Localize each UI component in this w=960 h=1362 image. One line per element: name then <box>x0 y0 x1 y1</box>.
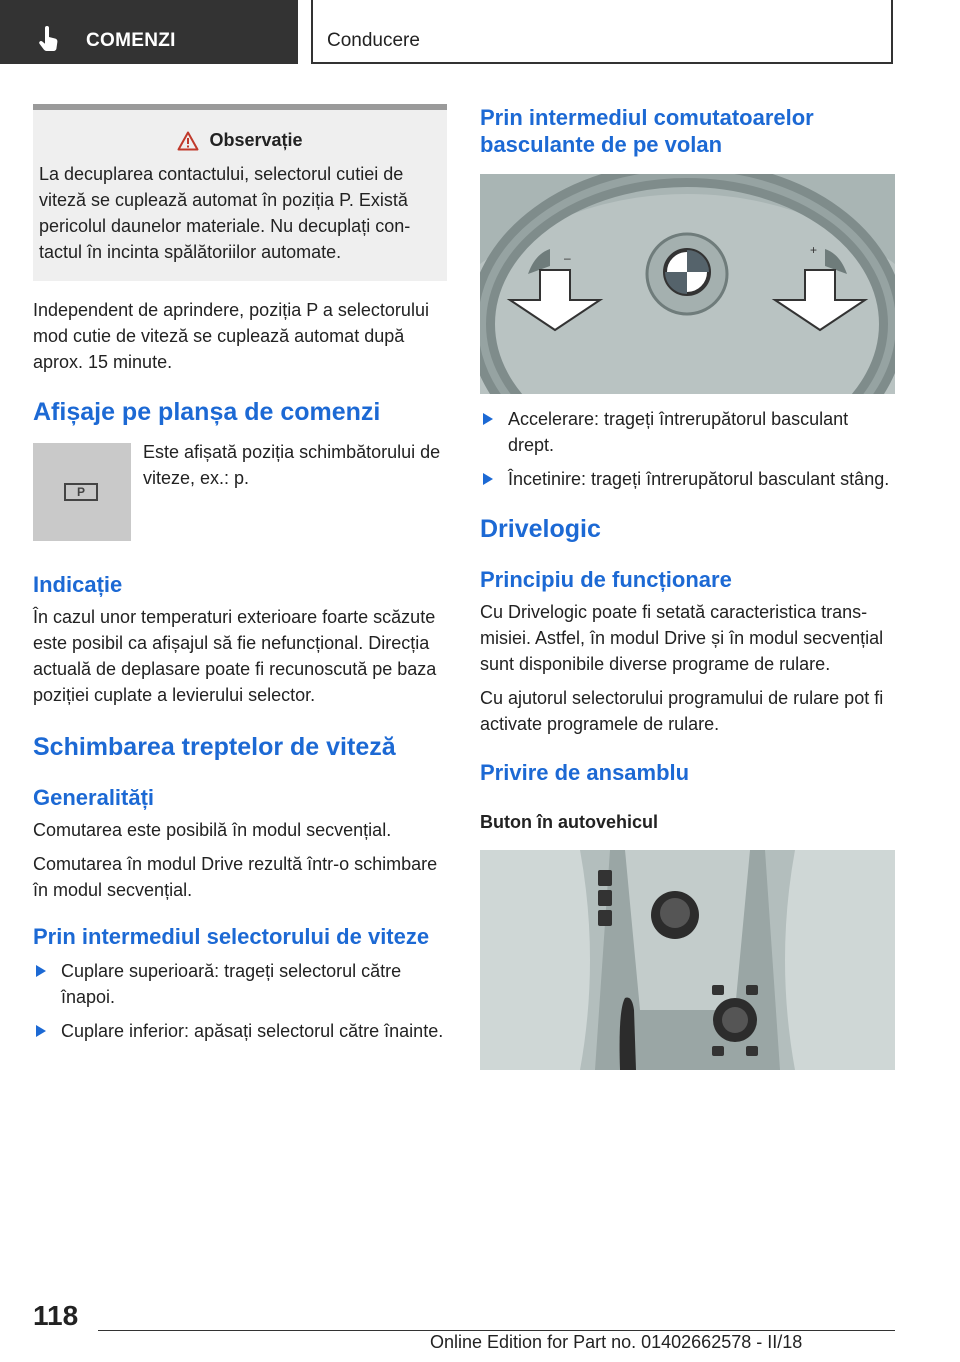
page-number: 118 <box>33 1300 79 1331</box>
steering-wheel-illustration <box>480 174 895 394</box>
paddle-heading: Prin intermediul comutatoarelor basculante de pe volan <box>480 105 814 157</box>
warning-triangle-icon <box>177 131 199 151</box>
section-title: Conducere <box>327 30 420 51</box>
button-heading: Buton în autovehicul <box>480 812 658 832</box>
chapter-tab[interactable] <box>0 0 298 64</box>
overview-heading: Privire de ansamblu <box>480 760 690 785</box>
center-console-illustration <box>480 850 895 1070</box>
list-item: Accelerare: trageți întrerupătorul basculant drept. <box>480 406 895 458</box>
note-heading: Indicație <box>33 572 123 597</box>
note-paragraph: În cazul unor temperaturi exterioare foarte scăzute este posibil ca afișajul să fie nefuncțional. Direcția actuală de deplasare poate fi recunoscută pe baza poziției cuplate a levierului selector. <box>33 607 437 705</box>
general-paragraph-1: Comutarea este posibilă în modul secvențial. <box>33 820 392 840</box>
paddle-minus-label: – <box>564 251 571 265</box>
list-item: Cuplare inferior: apăsați selectorul către înainte. <box>33 1018 447 1044</box>
list-item: Cuplare superioară: trageți selectorul către înapoi. <box>33 958 447 1010</box>
footer-divider <box>98 1330 895 1331</box>
general-paragraph-2: Comutarea în modul Drive rezultă într-o schimbare în modul secvențial. <box>33 854 438 900</box>
arrow-bullet-icon <box>483 413 493 425</box>
left-column <box>33 104 447 1044</box>
paddle-plus-label: + <box>810 243 818 257</box>
arrow-bullet-icon <box>36 1025 46 1037</box>
shift-heading: Schimbarea treptelor de viteză <box>33 733 396 761</box>
list-item: Încetinire: trageți întrerupătorul basculant stâng. <box>480 466 895 492</box>
warning-box <box>33 104 447 281</box>
intro-paragraph: Independent de aprindere, poziția P a selectorului mod cutie de viteză se cuplează automat după aprox. 15 minute. <box>33 300 429 372</box>
hand-pointer-icon <box>38 26 60 57</box>
selector-list <box>33 958 447 1044</box>
principle-paragraph-2: Cu ajutorul selectorului programului de rulare pot fi activate programele de rulare. <box>480 688 884 734</box>
display-description: Este afișată poziția schimbătorului de viteze, ex.: p. <box>143 442 441 488</box>
display-section <box>33 443 447 541</box>
arrow-bullet-icon <box>36 965 46 977</box>
display-heading: Afișaje pe planșa de comenzi <box>33 398 381 426</box>
general-heading: Generalități <box>33 785 155 810</box>
section-header <box>311 0 893 64</box>
chapter-title: COMENZI <box>86 30 176 51</box>
warning-text: La decuplarea contactului, selectorul cutiei de viteză se cuplează automat în poziția P. Există pericolul daunelor materiale. Nu decuplați contactul în incinta spălătoriilor automate. <box>39 164 411 262</box>
selector-heading: Prin intermediul selectorului de viteze <box>33 924 430 949</box>
arrow-bullet-icon <box>483 473 493 485</box>
paddle-list <box>480 406 895 492</box>
principle-heading: Principiu de funcționare <box>480 567 732 592</box>
display-illustration <box>33 443 131 541</box>
warning-title: Observație <box>209 130 303 150</box>
gear-position-indicator: P <box>64 483 98 501</box>
principle-paragraph-1: Cu Drivelogic poate fi setată caracteristica transmisiei. Astfel, în modul Drive și în modul secvențial sunt disponibile diverse programe de rulare. <box>480 602 884 674</box>
drivelogic-heading: Drivelogic <box>480 515 601 543</box>
right-column <box>480 104 895 1070</box>
edition-text: Online Edition for Part no. 01402662578 - II/18 <box>430 1332 803 1352</box>
